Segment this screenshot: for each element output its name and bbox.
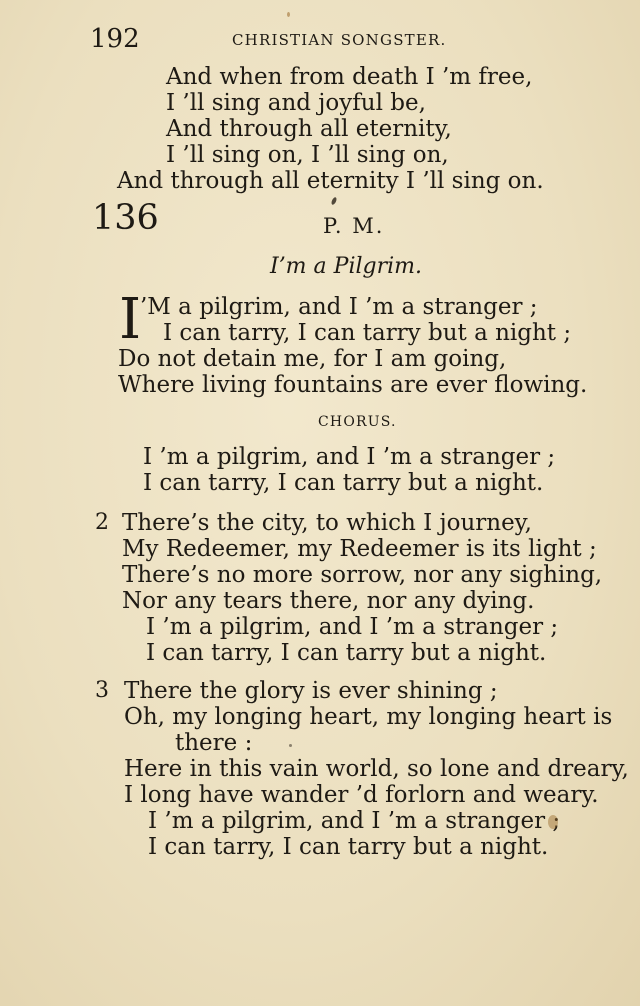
running-title: CHRISTIAN SONGSTER. bbox=[232, 31, 447, 49]
ink-mark bbox=[289, 744, 292, 747]
verse-line: I can tarry, I can tarry but a night ; bbox=[163, 320, 572, 346]
chorus-line: I ’m a pilgrim, and I ’m a stranger ; bbox=[148, 808, 561, 834]
ink-mark bbox=[330, 197, 337, 206]
foxing-spot bbox=[548, 815, 558, 829]
verse-number: 3 bbox=[95, 678, 109, 703]
verse-line-turnover: there : bbox=[175, 730, 253, 756]
hymn-number: 136 bbox=[92, 198, 159, 238]
verse-line: ’M a pilgrim, and I ’m a stranger ; bbox=[140, 294, 538, 320]
verse-line: There’s no more sorrow, nor any sighing, bbox=[122, 562, 603, 588]
verse-number: 2 bbox=[95, 510, 109, 535]
page-number: 192 bbox=[90, 24, 140, 54]
chorus-line: I can tarry, I can tarry but a night. bbox=[146, 640, 547, 666]
paper-speck bbox=[287, 12, 290, 17]
verse-line: There’s the city, to which I journey, bbox=[122, 510, 532, 536]
verse-line: There the glory is ever shining ; bbox=[124, 678, 498, 704]
previous-hymn-line: I ’ll sing and joyful be, bbox=[166, 90, 426, 116]
chorus-line: I ’m a pilgrim, and I ’m a stranger ; bbox=[143, 444, 556, 470]
drop-cap: I bbox=[119, 287, 142, 352]
verse-line: My Redeemer, my Redeemer is its light ; bbox=[122, 536, 597, 562]
previous-hymn-line: And through all eternity, bbox=[166, 116, 452, 142]
hymn-title: I’m a Pilgrim. bbox=[270, 254, 423, 279]
verse-line: I long have wander ’d forlorn and weary. bbox=[124, 782, 599, 808]
chorus-line: I ’m a pilgrim, and I ’m a stranger ; bbox=[146, 614, 559, 640]
hymn-meter: P. M. bbox=[323, 214, 385, 238]
verse-line: Do not detain me, for I am going, bbox=[118, 346, 507, 372]
previous-hymn-line: And through all eternity I ’ll sing on. bbox=[117, 168, 544, 194]
chorus-label: CHORUS. bbox=[318, 414, 397, 430]
verse-line: Oh, my longing heart, my longing heart is bbox=[124, 704, 613, 730]
chorus-line: I can tarry, I can tarry but a night. bbox=[143, 470, 544, 496]
verse-line: Where living fountains are ever flowing. bbox=[118, 372, 588, 398]
verse-line: Here in this vain world, so lone and dreary, bbox=[124, 756, 629, 782]
chorus-line: I can tarry, I can tarry but a night. bbox=[148, 834, 549, 860]
previous-hymn-line: And when from death I ’m free, bbox=[166, 64, 533, 90]
verse-line: Nor any tears there, nor any dying. bbox=[122, 588, 535, 614]
previous-hymn-line: I ’ll sing on, I ’ll sing on, bbox=[166, 142, 449, 168]
